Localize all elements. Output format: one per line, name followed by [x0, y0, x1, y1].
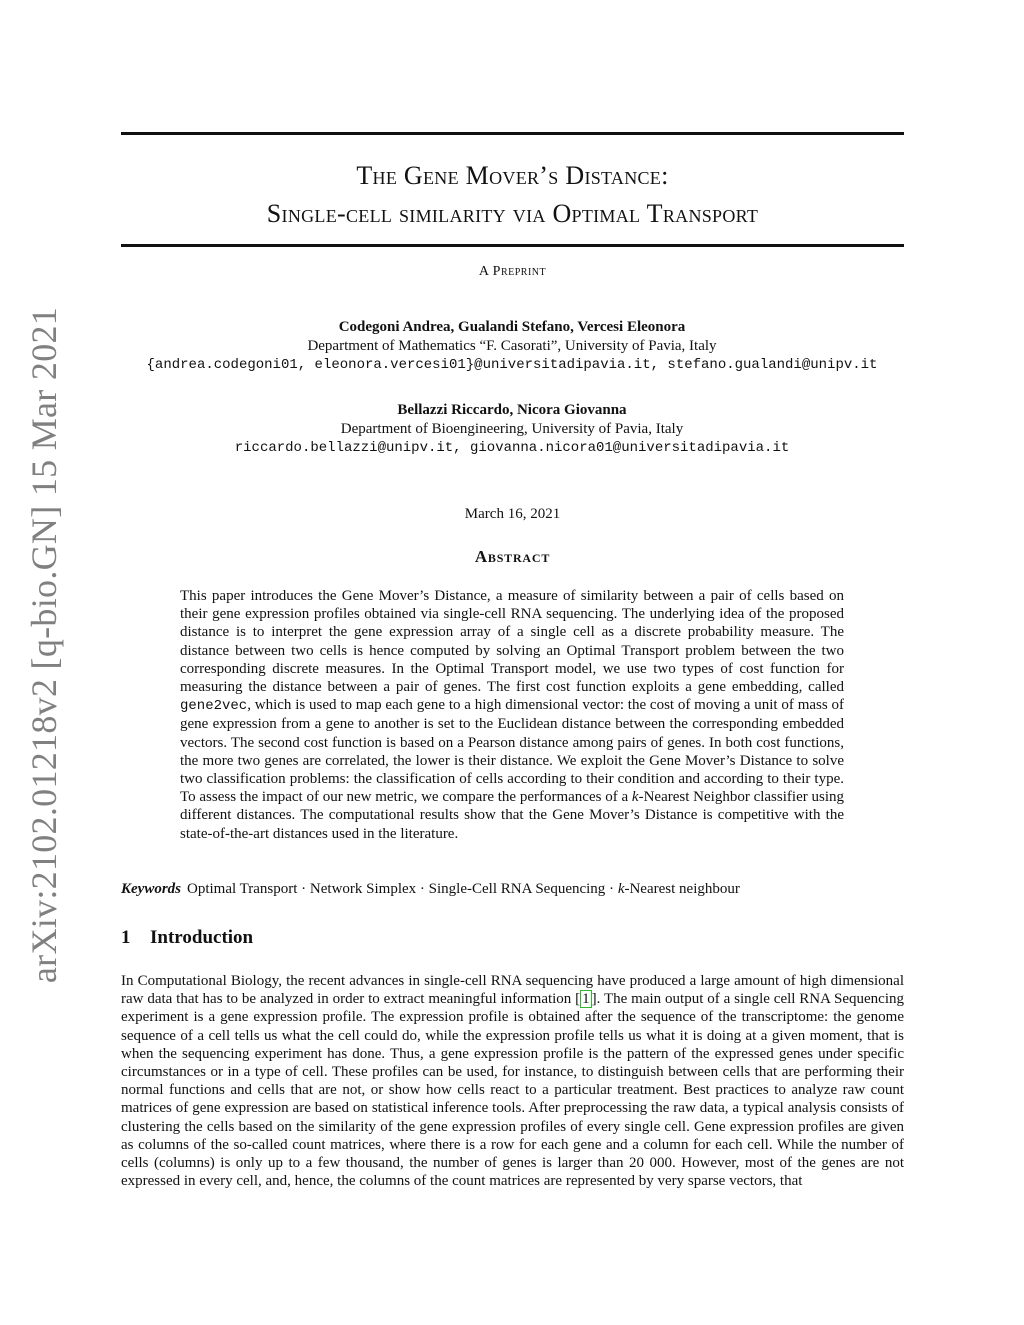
keywords-text: Optimal Transport · Network Simplex · Single-Cell RNA Sequencing · [187, 881, 618, 897]
abstract-part-3: -Nearest Neighbor classifier using different distances. The computational results show that the Gene Mover’s Distance is competitive with the state-of-the-art distances used in the literature. [180, 789, 844, 842]
abstract-k-symbol: k [631, 789, 639, 806]
keywords-label: Keywords [121, 881, 181, 897]
introduction-paragraph [121, 972, 904, 1190]
affiliation-block-1 [80, 318, 944, 375]
author-emails: {andrea.codegoni01, eleonora.vercesi01}@universitadipavia.it, stefano.gualandi@unipv.it [146, 357, 878, 373]
section-number: 1 [121, 927, 131, 948]
publication-date: March 16, 2021 [464, 506, 561, 522]
keywords-k-symbol: k [617, 881, 625, 897]
keywords-line [121, 881, 904, 898]
title-line-2: Single-cell similarity via Optimal Transport [266, 199, 759, 228]
paper-title [121, 157, 904, 233]
abstract-part-2: , which is used to map each gene to a high dimensional vector: the cost of moving a unit of mass of gene expression from a gene to another is set to the Euclidean distance between the corresponding embedded vectors. The second cost function is based on a Pearson distance among pairs of genes. In both cost functions, the more two genes are correlated, the lower is their distance. We exploit the Gene Mover’s Distance to solve two classification problems: the classification of cells according to their condition and according to their type. To assess the impact of our new metric, we compare the performances of a [180, 697, 844, 806]
top-rule [121, 132, 904, 135]
affiliation-block-2 [80, 401, 944, 458]
bottom-rule [121, 244, 904, 247]
section-heading [121, 927, 253, 949]
keywords-tail: -Nearest neighbour [624, 881, 740, 897]
citation-link[interactable]: 1 [582, 991, 590, 1008]
department: Department of Mathematics “F. Casorati”, University of Pavia, Italy [307, 338, 717, 354]
abstract-heading: Abstract [474, 547, 551, 566]
section-title: Introduction [150, 927, 254, 948]
abstract-text [180, 587, 844, 843]
preprint-label: A Preprint [478, 264, 547, 279]
intro-part-2: ]. The main output of a single cell RNA Sequencing experiment is a gene expression profile. The expression profile is obtained after the sequence of the transcriptome: the genome sequence of a cell tells us what the cell could do, while the expression profile tells us what it is doing at a given moment, that is when the sequencing experiment has done. Thus, a gene expression profile is the pattern of the expressed genes under specific circumstances or in a type of cell. These profiles can be used, for instance, to distinguish between cells that are performing their normal functions and cells that are not, or show how cells react to a particular treatment. Best practices to analyze raw count matrices of gene expression are based on statistical inference tools. After preprocessing the raw data, a typical analysis consists of clustering the cells based on the similarity of the gene expression profiles of every single cell. Gene expression profiles are given as columns of the so-called count matrices, where there is a row for each gene and a column for each cell. While the number of cells (columns) is only up to a few thousand, the number of genes is larger than 20 000. However, most of the genes are not expressed in every cell, and, hence, the columns of the count matrices are represented by very sparse vectors, that [121, 991, 904, 1190]
department: Department of Bioengineering, University of Pavia, Italy [340, 421, 684, 437]
intro-part-1: In Computational Biology, the recent advances in single-cell RNA sequencing have produced a large amount of high dimensional raw data that has to be analyzed in order to extract meaningful information [ [121, 973, 904, 1008]
arxiv-identifier: arXiv:2102.01218v2 [q-bio.GN] 15 Mar 2021 [24, 306, 64, 984]
author-names: Codegoni Andrea, Gualandi Stefano, Vercesi Eleonora [338, 319, 686, 335]
author-names: Bellazzi Riccardo, Nicora Giovanna [397, 402, 627, 418]
title-line-1: The Gene Mover’s Distance: [356, 161, 669, 190]
author-emails: riccardo.bellazzi@unipv.it, giovanna.nicora01@universitadipavia.it [234, 440, 790, 456]
abstract-part-1: This paper introduces the Gene Mover’s Distance, a measure of similarity between a pair of cells based on their gene expression profiles obtained via single-cell RNA sequencing. The underlying idea of the proposed distance is to interpret the gene expression array of a single cell as a discrete probability measure. The distance between two cells is hence computed by solving an Optimal Transport problem between the two corresponding discrete measures. In the Optimal Transport model, we use two types of cost function for measuring the distance between a pair of genes. The first cost function exploits a gene embedding, called [180, 588, 844, 696]
abstract-code-term: gene2vec [180, 698, 248, 715]
